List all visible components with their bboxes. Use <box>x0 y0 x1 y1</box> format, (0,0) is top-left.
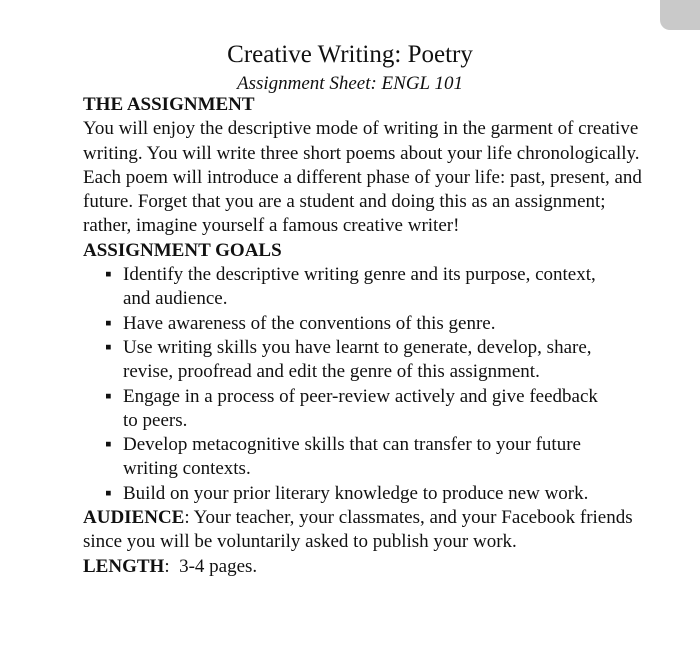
goal-text: Identify the descriptive writing genre and its purpose, context, and audience. <box>123 264 596 310</box>
assignment-heading: THE ASSIGNMENT <box>83 94 255 115</box>
goal-item <box>103 336 643 385</box>
goal-item <box>103 312 643 336</box>
bullet-icon: ▪ <box>105 336 112 358</box>
goal-text: Build on your prior literary knowledge to produce new work. <box>123 482 589 504</box>
goals-list <box>83 263 643 506</box>
document-subtitle: Assignment Sheet: ENGL 101 <box>236 73 464 94</box>
assignment-description: You will enjoy the descriptive mode of writing in the garment of creative writing. You will write three short poems about your life chronologically. Each poem will introduce a different phase of your life: past, present, and future. Forget that you are a student and doing this as an assignment; rather, imagine yourself a famous creative writer! <box>83 118 642 237</box>
bullet-icon: ▪ <box>105 482 112 504</box>
goal-text: Develop metacognitive skills that can transfer to your future writing contexts. <box>123 434 581 480</box>
document-body <box>83 93 643 579</box>
goal-text: Use writing skills you have learnt to generate, develop, share, revise, proofread and edit the genre of this assignment. <box>123 336 592 383</box>
bullet-icon: ▪ <box>105 385 112 407</box>
corner-overlay-tab <box>660 0 700 30</box>
audience-label: AUDIENCE <box>83 507 185 529</box>
goal-item <box>103 482 643 506</box>
goals-heading: ASSIGNMENT GOALS <box>83 239 282 261</box>
goal-text: Engage in a process of peer-review actively and give feedback to peers. <box>123 385 598 431</box>
audience-text: : Your teacher, your classmates, and your Facebook friends since you will be voluntarily asked to publish your work. <box>83 507 633 553</box>
bullet-icon: ▪ <box>105 264 112 286</box>
length-section <box>83 555 643 579</box>
goal-item <box>103 433 643 482</box>
goal-item <box>103 263 643 312</box>
audience-section <box>83 506 643 555</box>
goal-text: Have awareness of the conventions of this genre. <box>123 312 496 334</box>
document-title: Creative Writing: Poetry <box>227 41 473 68</box>
bullet-icon: ▪ <box>105 434 112 456</box>
bullet-icon: ▪ <box>105 312 112 334</box>
goal-item <box>103 385 643 434</box>
length-label: LENGTH <box>83 555 165 577</box>
length-text: : 3-4 pages. <box>164 555 258 577</box>
